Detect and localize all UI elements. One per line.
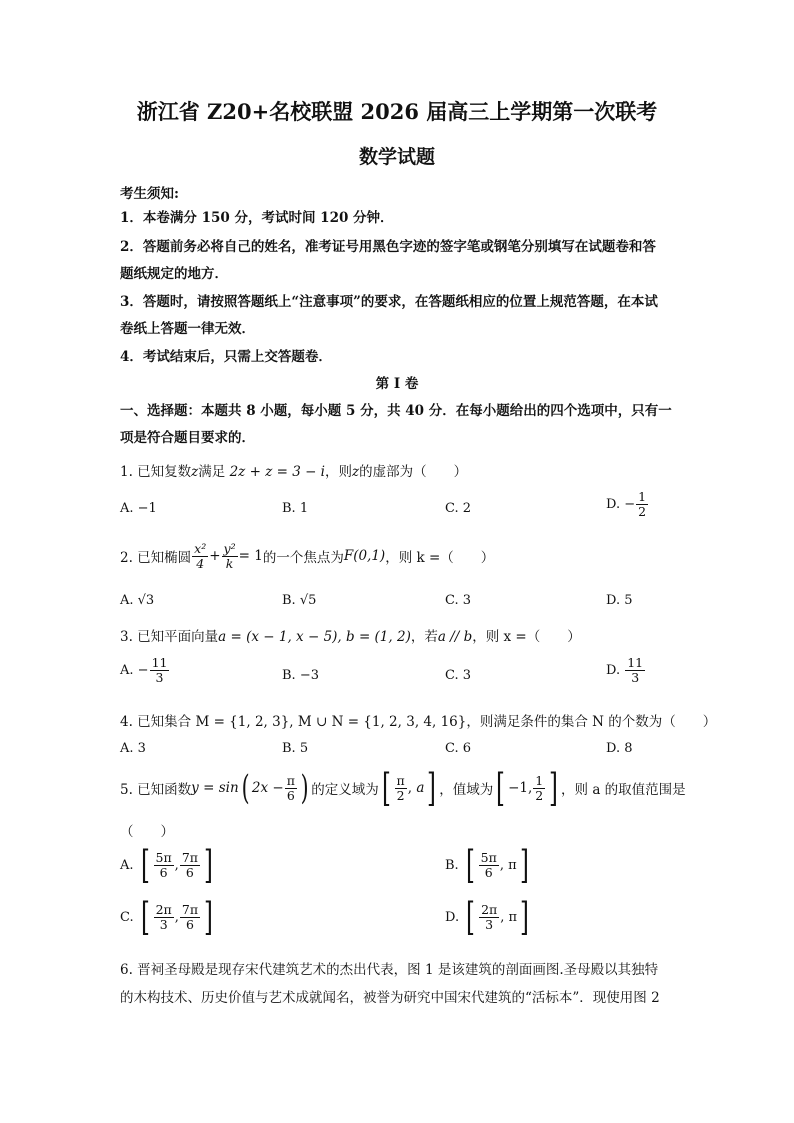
question-1 [120, 460, 467, 480]
q1-equation: 2z + z = 3 − i [229, 464, 325, 480]
q3-option-d [606, 656, 646, 685]
q5-option-c-label: C. [120, 909, 134, 925]
q1-option-d-label: D. [606, 496, 621, 512]
q5-option-b-end: π [508, 857, 517, 873]
q2-fraction-x [192, 542, 208, 571]
q3-vectors: a = (x − 1, x − 5), b = (1, 2) [218, 629, 411, 645]
fraction [479, 851, 499, 880]
fraction [154, 851, 174, 880]
q5-option-c [120, 895, 216, 939]
fraction-numerator: 11 [151, 655, 168, 670]
fraction-denominator: 3 [159, 916, 168, 932]
section-intro-line2: 项是符合题目要求的． [120, 430, 255, 446]
q5-range-start: −1, [508, 780, 533, 796]
question-4: 4. 已知集合 M = {1, 2, 3}, M ∪ N = {1, 2, 3, 4, 16}，则满足条件的集合 N 的个数为（ ） [120, 714, 717, 730]
fraction-numerator: y² [223, 541, 236, 556]
fraction-numerator: 7π [181, 901, 199, 917]
q5-option-d-end: π [508, 909, 518, 925]
volume-label: 第 I 卷 [375, 376, 419, 392]
q5-domain-end: a [416, 780, 425, 796]
right-bracket: ] [204, 895, 213, 939]
q5-option-d-label: D. [445, 909, 460, 925]
q3-suffix: ，则 x =（ ） [472, 629, 581, 645]
left-bracket: [ [381, 766, 391, 810]
q5-suffix: ，则 a 的取值范围是 [561, 782, 686, 798]
left-paren: ( [241, 768, 250, 808]
q5-option-b-interval: [ $\frac{5\pi}{6}$ , π ] [465, 843, 529, 887]
notice-item-3: 3．答题时，请按照答题纸上“注意事项”的要求，在答题纸相应的位置上规范答题，在本试 [120, 294, 658, 310]
fraction-numerator: 1 [638, 489, 647, 504]
fraction-numerator: π [286, 772, 295, 788]
notice-item-2-cont: 题纸规定的地方． [120, 266, 228, 282]
right-bracket: ] [549, 766, 559, 810]
q5-option-b-label: B. [445, 857, 459, 873]
q2-prefix: 2. 已知椭圆 [120, 550, 192, 567]
q1-option-c: C. 2 [445, 501, 472, 516]
fraction-numerator: π [396, 772, 405, 788]
fraction-numerator: x² [194, 541, 207, 556]
right-paren: ) [300, 768, 309, 808]
q1-option-d-fraction [636, 490, 648, 519]
right-bracket: ] [520, 895, 529, 939]
fraction [479, 903, 499, 932]
q3-option-d-fraction [625, 656, 645, 685]
fraction-denominator: 6 [286, 787, 295, 803]
fraction-denominator: 3 [485, 916, 494, 932]
fraction-denominator: 6 [186, 916, 194, 932]
q4-option-a: A. 3 [120, 741, 146, 756]
q2-point: F(0,1) [343, 548, 386, 565]
q3-option-c: C. 3 [445, 668, 472, 683]
q1-option-a: A. −1 [120, 501, 157, 516]
q5-prefix: 5. 已知函数 [120, 782, 192, 798]
left-bracket: [ [465, 843, 475, 887]
q2-suffix: ，则 k =（ ） [385, 550, 495, 567]
q3-option-a [120, 656, 170, 685]
fraction [154, 903, 174, 932]
q2-option-b: B. √5 [282, 593, 317, 608]
q3-option-b: B. −3 [282, 668, 319, 683]
question-5 [120, 766, 686, 810]
fraction-denominator: 6 [185, 864, 194, 880]
q5-pi-over-2 [395, 774, 407, 803]
question-6-line2: 的木构技术、历史价值与艺术成就闻名，被誉为研究中国宋代建筑的“活标本”．现使用图 2 [120, 990, 660, 1006]
notice-item-1: 1．本卷满分 150 分，考试时间 120 分钟． [120, 210, 394, 226]
fraction [180, 851, 200, 880]
fraction-numerator: 5π [480, 849, 497, 865]
q5-domain: [ $\frac{\pi}{2}$ , a ] [381, 766, 437, 810]
q5-range [493, 766, 561, 810]
fraction-denominator: 2 [535, 787, 544, 803]
fraction-denominator: 2 [396, 787, 405, 803]
q5-option-b [445, 843, 531, 887]
right-bracket: ] [519, 843, 529, 887]
fraction-denominator: 2 [638, 503, 647, 519]
fraction-denominator: 3 [155, 669, 164, 685]
left-bracket: [ [140, 895, 150, 939]
fraction-denominator: k [225, 555, 234, 571]
document-subtitle: 数学试题 [358, 146, 435, 168]
q2-mid: 的一个焦点为 [262, 550, 344, 567]
q3-option-a-fraction [150, 656, 170, 685]
q3-mid: ，若 [410, 629, 438, 645]
q5-mid2: ，值域为 [439, 782, 494, 798]
q5-answer-paren: （ ） [120, 824, 174, 840]
q5-option-a [120, 843, 216, 887]
q5-pi-over-6 [285, 774, 297, 803]
q1-mid: 满足 [198, 464, 226, 480]
fraction-numerator: 5π [155, 849, 172, 865]
q1-option-b: B. 1 [282, 501, 309, 516]
q5-option-a-label: A. [120, 857, 134, 873]
q1-option-d [606, 490, 649, 519]
q1-var: z [191, 464, 199, 480]
fraction-numerator: 1 [535, 772, 544, 788]
left-bracket: [ [466, 895, 476, 939]
q5-func-a: y = sin [191, 780, 239, 796]
fraction-numerator: 2π [155, 901, 172, 917]
q3-option-a-label: A. [120, 662, 134, 678]
notice-item-2: 2．答题前务必将自己的姓名，准考证号用黑色字迹的签字笔或钢笔分别填写在试题卷和答 [120, 239, 656, 255]
q2-eq-one: = 1 [238, 548, 263, 565]
q5-option-d-interval: [ $\frac{2\pi}{3}$ , π ] [466, 895, 529, 939]
section-intro-line1: 一、选择题：本题共 8 小题，每小题 5 分，共 40 分．在每小题给出的四个选项中，只有一 [120, 403, 672, 419]
fraction-numerator: 2π [481, 901, 498, 917]
q3-condition: a // b [437, 629, 473, 645]
q2-option-a: A. √3 [120, 593, 155, 608]
q2-option-c: C. 3 [445, 593, 472, 608]
q5-paren-group [239, 768, 312, 808]
question-6-line1: 6. 晋祠圣母殿是现存宋代建筑艺术的杰出代表，图 1 是该建筑的剖面画图.圣母殿以其独特 [120, 962, 659, 978]
right-bracket: ] [427, 766, 437, 810]
q2-plus: + [209, 548, 221, 565]
fraction [180, 903, 200, 932]
q4-option-d: D. 8 [606, 741, 633, 756]
question-3 [120, 625, 581, 645]
q3-option-d-label: D. [606, 662, 621, 678]
q5-option-a-interval: [ $\frac{5\pi}{6}$ , $\frac{7\pi}{6}$ ] [140, 843, 213, 887]
q5-mid1: 的定义域为 [311, 782, 379, 798]
fraction-numerator: 11 [627, 655, 644, 670]
question-2 [120, 542, 494, 571]
right-bracket: ] [203, 843, 213, 887]
notice-heading: 考生须知: [120, 186, 179, 202]
q1-option-d-sign: − [624, 496, 636, 512]
q1-var-2: z [352, 464, 360, 480]
q1-suffix-a: ，则 [325, 464, 352, 480]
q2-option-d: D. 5 [606, 593, 633, 608]
fraction-denominator: 3 [631, 669, 640, 685]
q5-option-d [445, 895, 532, 939]
q5-one-half [533, 774, 545, 803]
document-title: 浙江省 Z20+名校联盟 2026 届高三上学期第一次联考 [136, 99, 658, 124]
fraction-denominator: 6 [484, 864, 493, 880]
q3-prefix: 3. 已知平面向量 [120, 629, 219, 645]
fraction-denominator: 6 [159, 864, 168, 880]
q1-suffix-b: 的虚部为（ ） [359, 464, 468, 480]
fraction-denominator: 4 [196, 555, 205, 571]
q3-option-a-sign: − [137, 662, 149, 678]
left-bracket: [ [496, 766, 506, 810]
notice-item-4: 4．考试结束后，只需上交答题卷． [120, 349, 332, 365]
q2-fraction-y [222, 542, 238, 571]
notice-item-3-cont: 卷纸上答题一律无效． [120, 321, 255, 337]
q1-prefix: 1. 已知复数 [120, 464, 192, 480]
q5-option-c-interval: [ $\frac{2\pi}{3}$ , $\frac{7\pi}{6}$ ] [140, 895, 213, 939]
left-bracket: [ [140, 843, 150, 887]
q4-option-c: C. 6 [445, 741, 472, 756]
q5-func-b: 2x − [251, 780, 284, 796]
fraction-numerator: 7π [181, 849, 198, 865]
q4-option-b: B. 5 [282, 741, 309, 756]
